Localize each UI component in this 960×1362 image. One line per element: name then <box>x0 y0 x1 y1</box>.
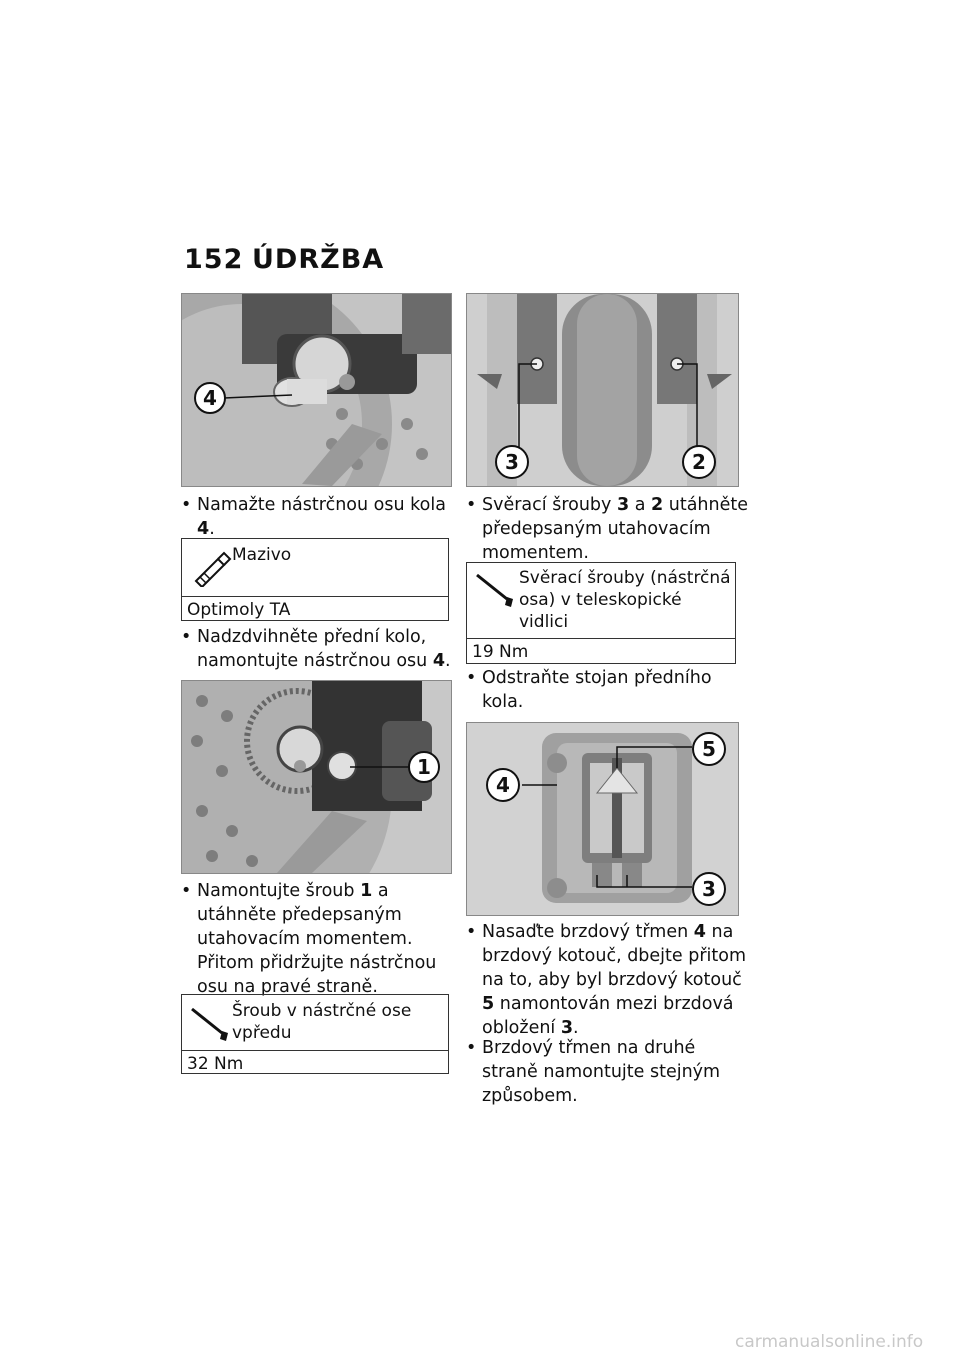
photo-brake-caliper <box>466 722 739 916</box>
lubricant-tube-icon <box>188 545 234 587</box>
step-tighten-clamp-bolts: • Svěrací šrouby 3 a 2 utáhněte předepsaným utahovacím momentem. <box>466 495 749 563</box>
photo-fork-clamp-bolts <box>466 293 739 487</box>
step-remove-stand: • Odstraňte stojan předního kola. <box>466 668 712 712</box>
callout-2: 2 <box>692 450 706 474</box>
torque-wrench-icon <box>188 1003 234 1045</box>
callout-5: 5 <box>702 737 716 761</box>
photo-axle-lubrication <box>181 293 452 487</box>
step-other-side: • Brzdový třmen na druhé straně namontujte stejným způsobem. <box>466 1038 721 1106</box>
callout-4: 4 <box>496 773 510 797</box>
callout-3: 3 <box>505 450 519 474</box>
step-lubricate-axle: • Namažte nástrčnou osu kola 4. <box>181 495 446 539</box>
callout-1: 1 <box>417 755 431 779</box>
callout-4: 4 <box>203 386 217 410</box>
step-lift-wheel: • Nadzdvihněte přední kolo, namontujte nástrčnou osu 4. <box>181 627 451 671</box>
spec-lubricant: Mazivo Optimoly TA <box>181 538 449 621</box>
photo-axle-bolt <box>181 680 452 874</box>
page-title: ÚDRŽBA <box>252 244 385 275</box>
spec-front-axle-bolt-torque: Šroub v nástrčné ose vpředu 32 Nm <box>181 994 449 1074</box>
step-fit-caliper: • Nasaďte brzdový třmen 4 na brzdový kotouč, dbejte přitom na to, aby byl brzdový kotouč 5 namontován mezi brzdová obložení 3. <box>466 922 747 1038</box>
torque-wrench-icon <box>473 569 519 611</box>
page-number: 152 <box>184 244 244 275</box>
callout-3: 3 <box>702 877 716 901</box>
step-mount-bolt: • Namontujte šroub 1 a utáhněte předepsaným utahovacím momentem. Přitom přidržujte nástrčnou osu na pravé straně. <box>181 881 437 997</box>
watermark: carmanualsonline.info <box>735 1332 924 1352</box>
spec-fork-clamp-torque: Svěrací šrouby (nástrčná osa) v teleskopické vidlici 19 Nm <box>466 562 736 664</box>
